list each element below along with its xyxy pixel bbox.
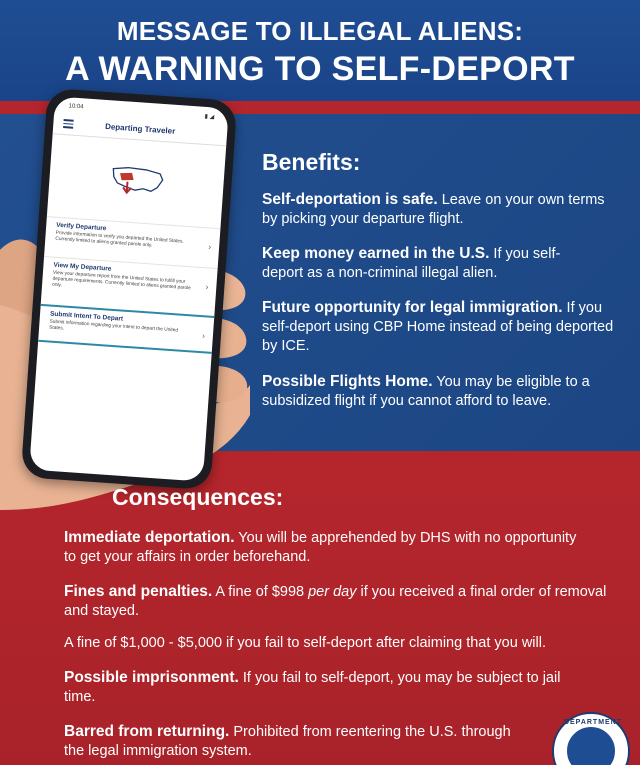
chevron-right-icon: › [208, 242, 212, 252]
eagle-icon [566, 726, 616, 765]
consequence-bold: Immediate deportation. [64, 529, 235, 546]
header-banner [0, 0, 640, 104]
row-desc: Provide information to verify you departed the United States. Currently limited to aliens granted parole only. [55, 230, 184, 249]
us-map-icon [106, 158, 169, 202]
benefit-text: Leave on your own terms by picking your departure flight. [262, 192, 605, 227]
benefit-bold: Future opportunity for legal immigration. [262, 299, 563, 316]
consequence-bold: Fines and penalties. [64, 583, 213, 600]
list-item[interactable] [42, 256, 218, 304]
banner-line-2: A WARNING TO SELF-DEPORT [65, 50, 575, 88]
benefit-bold: Self-deportation is safe. [262, 191, 438, 208]
consequence-text: If you fail to self-deport, you may be subject to jail time. [64, 670, 561, 705]
consequence-italic: per day [308, 584, 357, 600]
app-bar [53, 114, 228, 146]
list-item[interactable] [39, 304, 215, 347]
consequence-text: if you received a final order of removal and stayed. [64, 584, 607, 619]
benefit-item [262, 298, 632, 356]
app-title: Departing Traveler [104, 121, 176, 136]
status-icons: ▮ ◢ [204, 113, 215, 121]
consequence-item [64, 668, 594, 707]
benefit-item [262, 372, 632, 411]
status-time: 10:04 [68, 103, 84, 111]
row-title: View My Departure [53, 261, 112, 273]
benefit-bold: Possible Flights Home. [262, 373, 433, 390]
consequence-item [64, 722, 534, 761]
row-title: Submit Intent To Depart [49, 310, 124, 323]
row-title: Verify Departure [56, 221, 107, 233]
consequence-bold: Barred from returning. [64, 723, 230, 740]
row-desc: Submit information regarding your intent to depart the United States. [48, 319, 179, 334]
consequences-title: Consequences: [112, 484, 284, 510]
consequence-item [64, 582, 624, 621]
row-desc: View your departure report from the United States to fulfill your departure requirements. Currently limited to aliens granted parole only. [51, 270, 191, 292]
benefit-text: If you self-deport as a non-criminal illegal alien. [262, 246, 561, 281]
consequence-item [64, 528, 584, 567]
consequence-text: Prohibited from reentering the U.S. through the legal immigration system. [64, 724, 511, 759]
benefit-bold: Keep money earned in the U.S. [262, 245, 490, 262]
benefits-title: Benefits: [262, 149, 361, 175]
seal-text: DEPARTMENT [563, 719, 623, 726]
consequence-item [64, 634, 634, 653]
chevron-right-icon: › [205, 282, 209, 292]
consequence-text: A fine of $1,000 - $5,000 if you fail to self-deport after claiming that you will. [64, 635, 546, 651]
benefit-item [262, 244, 592, 283]
benefit-text: If you self-deport using CBP Home instead of being deported by ICE. [262, 300, 614, 354]
consequence-text: A fine of $998 [212, 584, 309, 600]
list-item[interactable] [45, 216, 221, 258]
benefit-text: You may be eligible to a subsidized flight if you cannot afford to leave. [262, 374, 590, 409]
phone-screen [29, 96, 229, 481]
dhs-seal-logo [552, 712, 630, 765]
consequence-text: You will be apprehended by DHS with no opportunity to get your affairs in order beforehand. [64, 530, 577, 565]
banner-line-1: MESSAGE TO ILLEGAL ALIENS: [116, 16, 524, 46]
phone-mockup [21, 88, 238, 490]
benefit-item [262, 190, 612, 229]
consequence-bold: Possible imprisonment. [64, 669, 239, 686]
chevron-right-icon: › [201, 331, 206, 341]
